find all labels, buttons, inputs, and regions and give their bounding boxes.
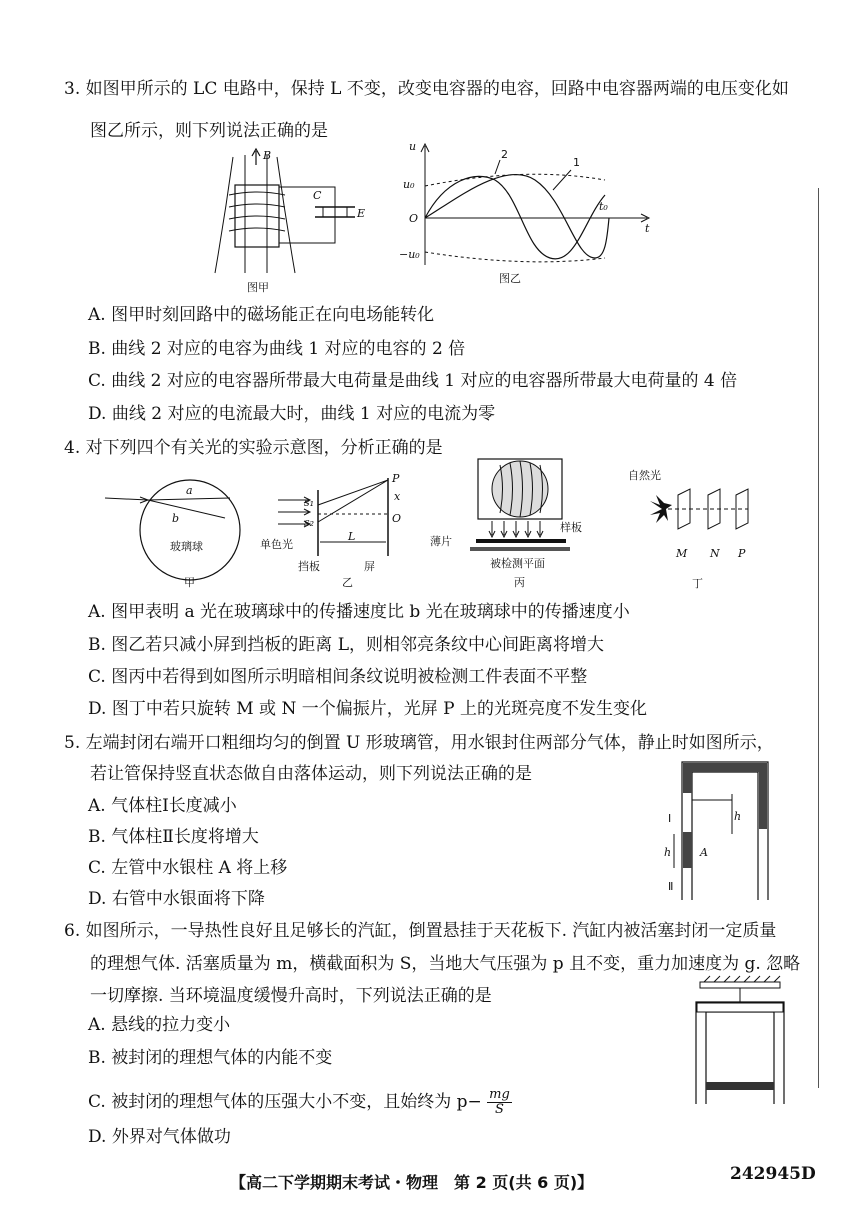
q6-stem-line2: 的理想气体. 活塞质量为 m，横截面积为 S，当地大气压强为 p 且不变，重力加速度为 g. 忽略 <box>90 954 801 974</box>
tick-t0: t₀ <box>599 200 608 213</box>
q3-option-a: A. 图甲时刻回路中的磁场能正在向电场能转化 <box>88 305 435 325</box>
fraction-numerator: mg <box>489 1087 510 1102</box>
axis-t: t <box>645 222 650 235</box>
height-h-bottom: h <box>664 846 672 859</box>
q6-option-a: A. 悬线的拉力变小 <box>88 1015 231 1035</box>
curve-1-label: 1 <box>573 156 580 169</box>
q5-option-b: B. 气体柱Ⅱ长度将增大 <box>88 827 259 847</box>
q6-option-b: B. 被封闭的理想气体的内能不变 <box>88 1048 333 1068</box>
q5-stem-line1: 5. 左端封闭右端开口粗细均匀的倒置 U 形玻璃管，用水银封住两部分气体，静止时如图所示， <box>64 733 774 753</box>
sample-plate-label: 样板 <box>560 521 582 534</box>
gas-column-II: Ⅱ <box>668 880 674 893</box>
height-h-top: h <box>734 810 742 823</box>
q3-option-d: D. 曲线 2 对应的电流最大时，曲线 1 对应的电流为零 <box>88 404 496 424</box>
origin-O: O <box>409 212 419 225</box>
distance-L: L <box>348 530 356 543</box>
mono-light-label: 单色光 <box>260 538 293 551</box>
q4-figure-ding <box>620 465 770 590</box>
margin-rule <box>818 188 819 1088</box>
caption-yi: 图乙 <box>499 272 521 285</box>
mercury-A: A <box>700 846 708 859</box>
dist-x: x <box>394 490 401 503</box>
exam-code: 242945D <box>730 1164 816 1184</box>
q6-option-c <box>88 1088 512 1117</box>
q4-option-b: B. 图乙若只减小屏到挡板的距离 L，则相邻亮条纹中心间距离将增大 <box>88 635 604 655</box>
polarizer-N: N <box>710 547 720 560</box>
caption-q4-bing: 丙 <box>514 576 525 589</box>
q5-option-c: C. 左管中水银柱 A 将上移 <box>88 858 288 878</box>
q5-option-d: D. 右管中水银面将下降 <box>88 889 265 909</box>
fraction-denominator: S <box>495 1102 504 1117</box>
q6-option-d: D. 外界对气体做功 <box>88 1127 231 1147</box>
q4-figure-bing <box>420 455 600 590</box>
label-B: B <box>263 149 272 162</box>
test-surface-label: 被检测平面 <box>490 557 545 570</box>
baffle-label: 挡板 <box>298 560 320 573</box>
caption-q4-yi: 乙 <box>342 576 353 589</box>
curve-2-label: 2 <box>501 148 508 161</box>
axis-u: u <box>409 140 417 153</box>
point-P: P <box>392 472 400 485</box>
q3-option-b: B. 曲线 2 对应的电容为曲线 1 对应的电容的 2 倍 <box>88 339 466 359</box>
q4-figure-yi <box>258 470 418 590</box>
q6-stem-line1: 6. 如图所示，一导热性良好且足够长的汽缸，倒置悬挂于天花板下. 汽缸内被活塞封闭一定质量 <box>64 921 777 941</box>
polarizer-M: M <box>676 547 688 560</box>
caption-q4-jia: 甲 <box>184 576 195 589</box>
q3-figure-yi <box>395 140 655 290</box>
point-O: O <box>392 512 402 525</box>
ray-a: a <box>186 484 193 497</box>
caption-q4-ding: 丁 <box>692 577 703 590</box>
tick-neg-u0: −u₀ <box>399 248 420 261</box>
natural-light-label: 自然光 <box>628 469 661 482</box>
screen-P: P <box>738 547 746 560</box>
glass-ball-label: 玻璃球 <box>170 540 203 553</box>
q3-stem-line2: 图乙所示，则下列说法正确的是 <box>90 121 328 141</box>
q3-figure-jia <box>205 145 375 295</box>
q5-option-a: A. 气体柱Ⅰ长度减小 <box>88 796 237 816</box>
screen-label: 屏 <box>364 560 375 573</box>
label-E: E <box>357 207 366 220</box>
fraction-mg-over-S <box>487 1088 512 1117</box>
label-C: C <box>313 189 322 202</box>
ray-b: b <box>172 512 180 525</box>
caption-jia: 图甲 <box>247 281 269 294</box>
q3-stem-line1: 3. 如图甲所示的 LC 电路中，保持 L 不变，改变电容器的电容，回路中电容器两端的电压变化如 <box>64 79 789 99</box>
q4-figure-jia <box>100 470 250 590</box>
tick-u0: u₀ <box>403 178 415 191</box>
q5-stem-line2: 若让管保持竖直状态做自由落体运动，则下列说法正确的是 <box>90 764 532 784</box>
shim-label: 薄片 <box>430 535 452 548</box>
q4-option-d: D. 图丁中若只旋转 M 或 N 一个偏振片，光屏 P 上的光斑亮度不发生变化 <box>88 699 647 719</box>
q4-stem: 4. 对下列四个有关光的实验示意图，分析正确的是 <box>64 438 443 458</box>
page-footer: 【高二下学期期末考试・物理 第 2 页(共 6 页)】 <box>230 1173 594 1192</box>
q6-figure-cylinder <box>690 980 800 1110</box>
slit-s2: s₂ <box>304 516 315 529</box>
gas-column-I: Ⅰ <box>668 812 672 825</box>
q6-option-c-text: C. 被封闭的理想气体的压强大小不变，且始终为 p− <box>88 1092 482 1112</box>
q5-figure-u-tube <box>660 760 780 910</box>
q6-stem-line3: 一切摩擦. 当环境温度缓慢升高时，下列说法正确的是 <box>90 986 492 1006</box>
slit-s1: s₁ <box>304 496 315 509</box>
q4-option-a: A. 图甲表明 a 光在玻璃球中的传播速度比 b 光在玻璃球中的传播速度小 <box>88 602 630 622</box>
q3-option-c: C. 曲线 2 对应的电容器所带最大电荷量是曲线 1 对应的电容器所带最大电荷量的 4 倍 <box>88 371 738 391</box>
q4-option-c: C. 图丙中若得到如图所示明暗相间条纹说明被检测工件表面不平整 <box>88 667 588 687</box>
